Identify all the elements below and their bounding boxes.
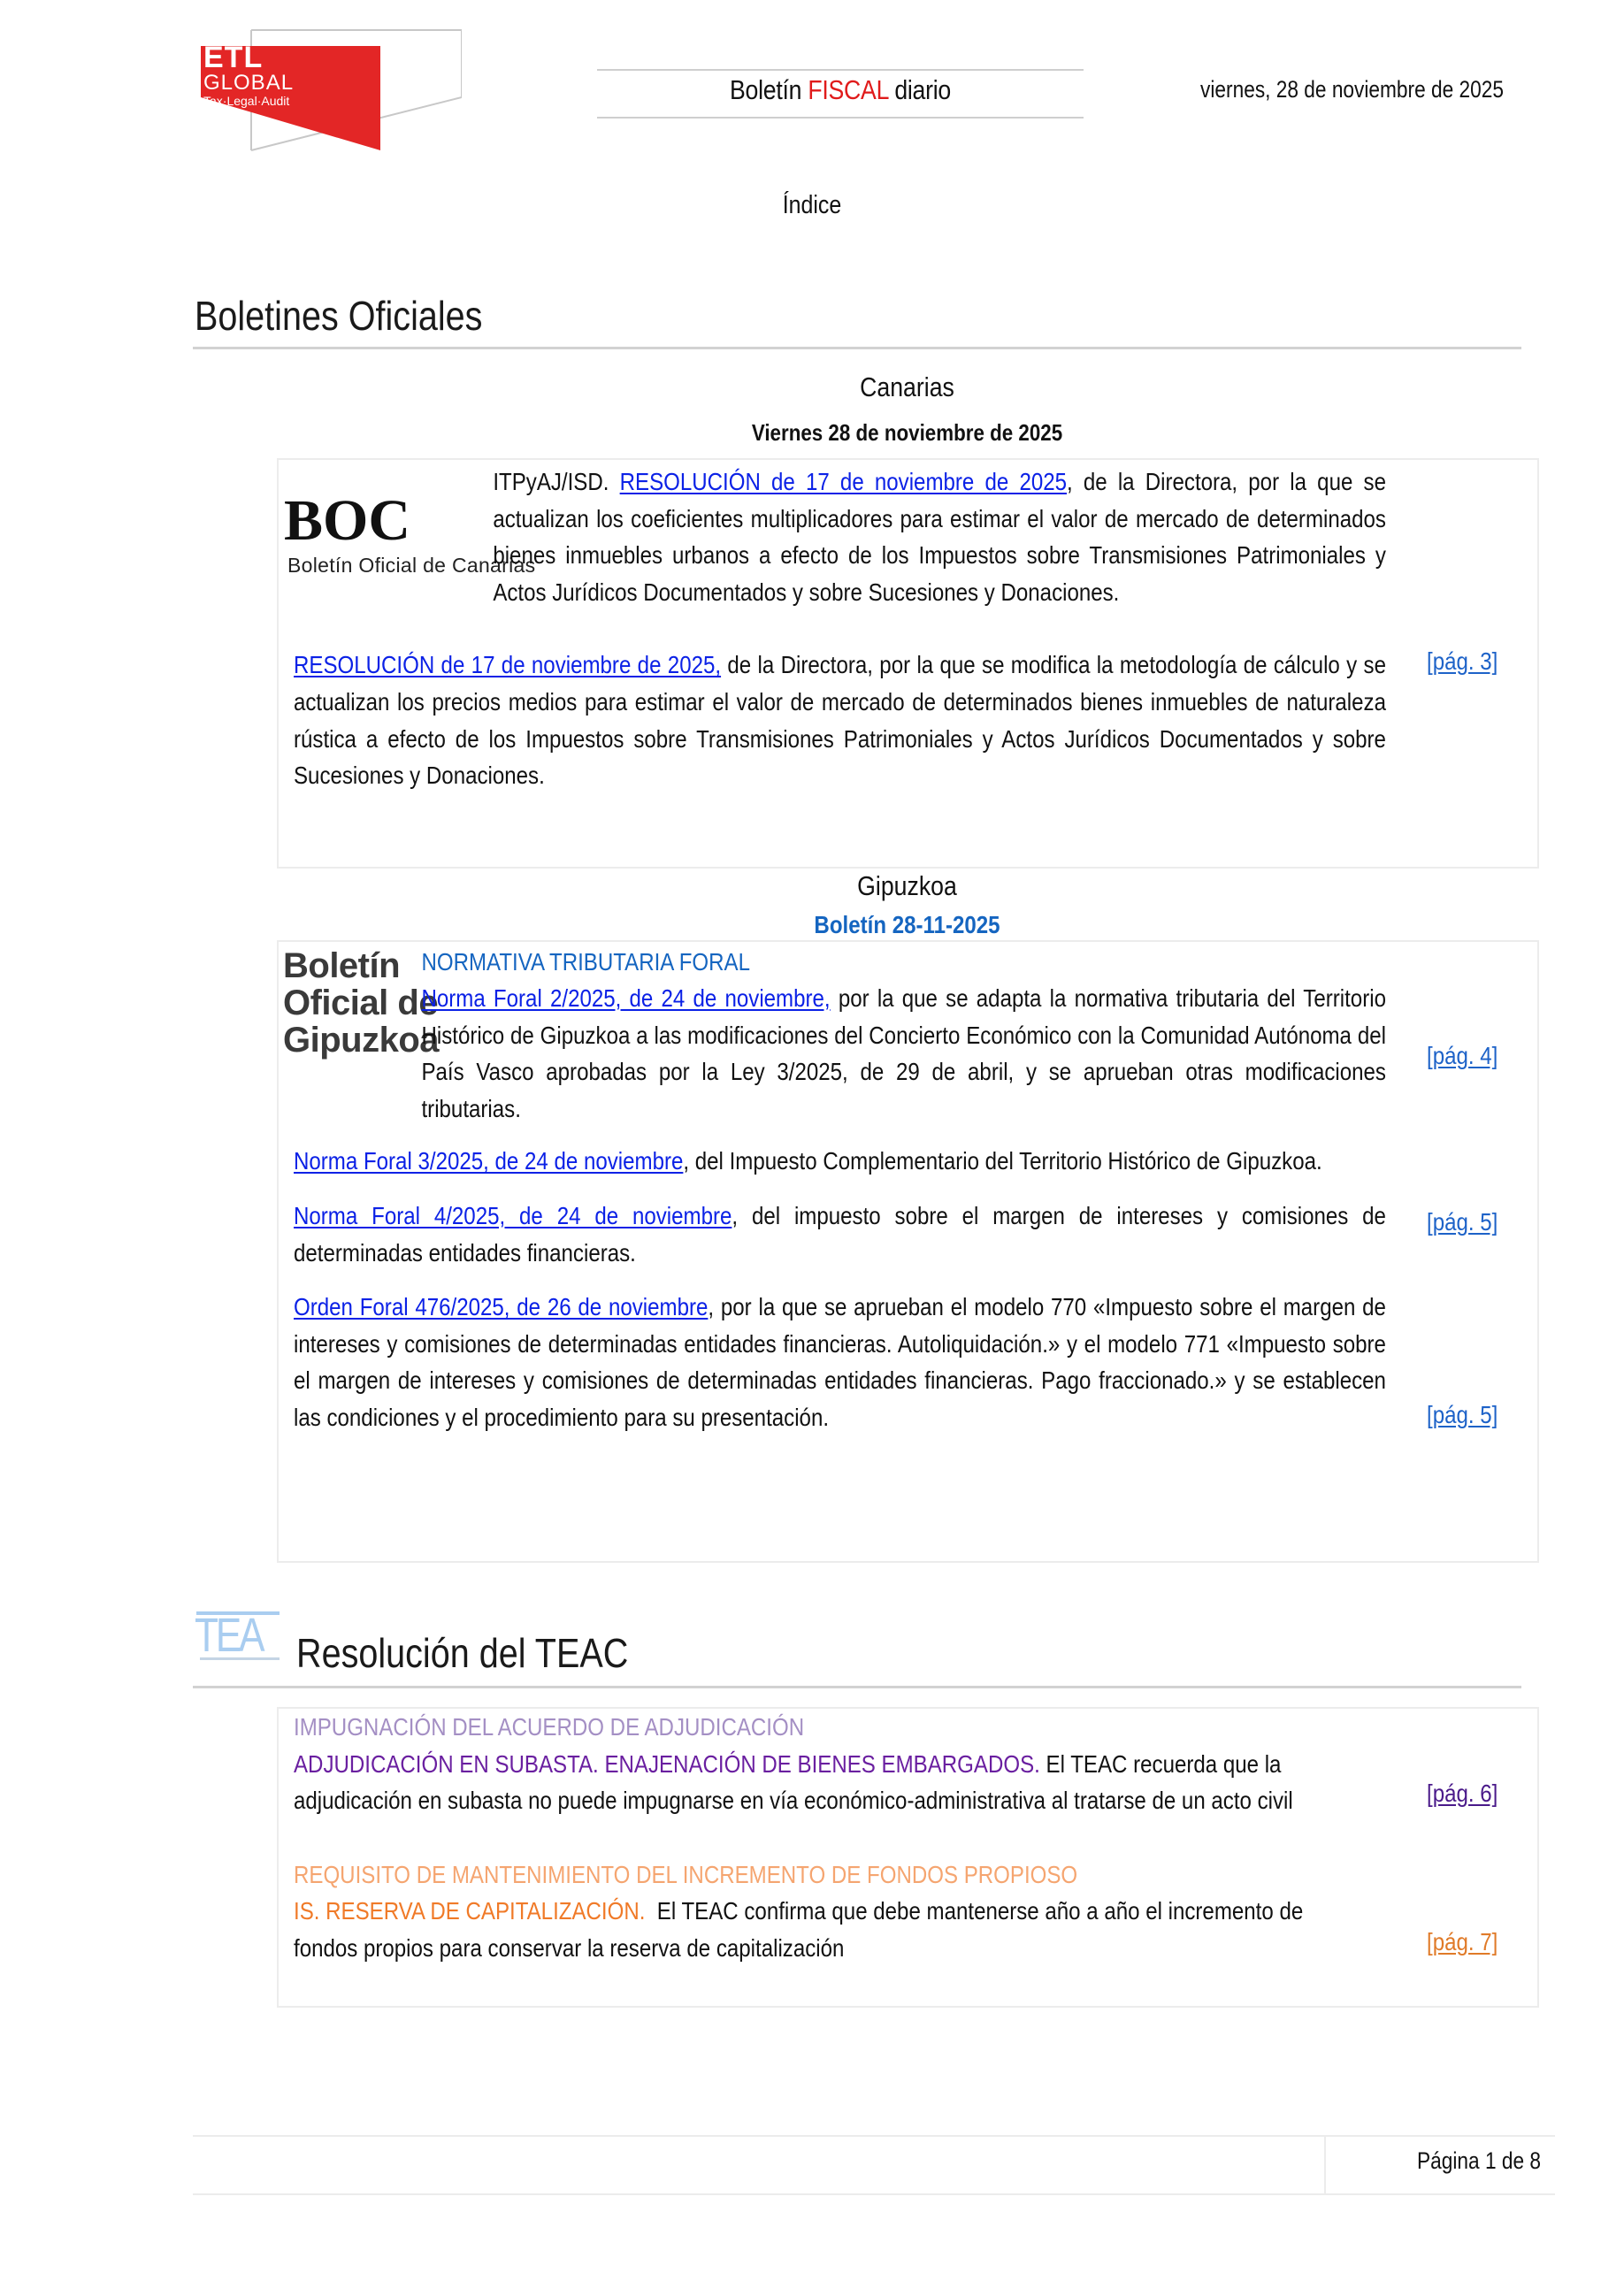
logo-tagline: Tax·Legal·Audit [203,94,290,108]
orden-foral-476-link[interactable]: Orden Foral 476/2025, de 26 de noviembre [294,1293,709,1321]
entry-text: de la Directora, por la que se modifica la metodología de cálculo y se actualizan los precios medios para estimar el valor de mercado de determinados bienes inmuebles de naturaleza rústica a efecto de los Impuestos sobre Transmisiones Patrimoniales y Actos Jurídicos Documentados y sobre Sucesiones y Donaciones. [294,651,1386,790]
bulletin-title [632,74,1050,106]
bog-logo-line: Oficial de [283,983,439,1022]
boc-logo-text: BOC [284,488,411,553]
gipuzkoa-entry-2 [294,1143,1386,1180]
section-divider [193,347,1521,349]
header-date: viernes, 28 de noviembre de 2025 [1200,76,1504,103]
section-heading-teac: Resolución del TEAC [296,1630,629,1676]
title-part-1: Boletín [730,74,808,105]
gipuzkoa-entry-1 [294,942,1386,1127]
footer-divider [1324,2135,1326,2193]
page-ref-link[interactable]: [pág. 5] [1427,1208,1498,1236]
bog-logo-line: Boletín [283,946,401,985]
page-ref-link[interactable]: [pág. 6] [1427,1779,1498,1807]
teac-item-1 [294,1709,1313,1819]
region-canarias: Canarias [860,371,954,402]
index-title: Índice [782,191,842,219]
teac-entry-box [277,1707,1539,2008]
section-heading-boletines: Boletines Oficiales [195,293,483,339]
entry-text: , del impuesto sobre el margen de intereses y comisiones de determinadas entidades financieras. [294,1201,1386,1267]
teac-item-category: REQUISITO DE MANTENIMIENTO DEL INCREMENTO DE FONDOS PROPIOSO [294,1860,1078,1888]
norma-foral-4-link[interactable]: Norma Foral 4/2025, de 24 de noviembre [294,1201,732,1229]
tea-logo-text: TEA [195,1609,263,1662]
canarias-entry-2 [294,647,1386,793]
teac-item-category: IMPUGNACIÓN DEL ACUERDO DE ADJUDICACIÓN [294,1713,805,1741]
canarias-entry-box [277,458,1539,869]
resolucion-link-1[interactable]: RESOLUCIÓN de 17 de noviembre de 2025 [619,468,1068,495]
logo-global-text: GLOBAL [203,71,295,95]
entry-text: , del Impuesto Complementario del Territorio Histórico de Gipuzkoa. [683,1147,1322,1175]
gipuzkoa-text-block [294,942,1386,1436]
teac-item-title: IS. RESERVA DE CAPITALIZACIÓN. [294,1897,646,1925]
category-normativa: NORMATIVA TRIBUTARIA FORAL [421,948,750,976]
gipuzkoa-date: Boletín 28-11-2025 [814,911,1000,938]
teac-item-2 [294,1856,1313,1967]
resolucion-link-2[interactable]: RESOLUCIÓN de 17 de noviembre de 2025, [294,651,722,679]
norma-foral-3-link[interactable]: Norma Foral 3/2025, de 24 de noviembre [294,1147,684,1175]
bog-logo-line: Gipuzkoa [283,1021,440,1060]
page-number: Página 1 de 8 [1417,2147,1541,2174]
region-gipuzkoa: Gipuzkoa [857,870,957,901]
entry-text: por la que se adapta la normativa tributaria del Territorio Histórico de Gipuzkoa a las modificaciones del Concierto Económico con la Comunidad Autónoma del País Vasco aprobadas por la Ley 3/2025, de 29 de abril, y se aprueban otras modificaciones tributarias. [421,984,1386,1122]
tea-logo [193,1608,281,1666]
entry-text: , por la que se aprueban el modelo 770 «Impuesto sobre el margen de intereses y comisiones de determinadas entidades financieras. Autoliquidación.» y el modelo 771 «Impuesto sobre el margen de intereses y comisiones de determinadas entidades financieras. Pago fraccionado.» y se establecen las condiciones y el procedimiento para su presentación. [294,1293,1386,1431]
page-ref-link[interactable]: [pág. 4] [1427,1042,1498,1069]
canarias-entry-1 [294,460,1386,610]
section-divider [193,1686,1521,1688]
logo-etl-text: ETL [203,41,264,74]
page-ref-link[interactable]: [pág. 3] [1427,647,1498,675]
gipuzkoa-entry-box [277,940,1539,1563]
title-part-2: diario [888,74,951,105]
entry-text: , de la Directora, por la que se actualizan los coeficientes multiplicadores para estimar el valor de mercado de determinados bienes inmuebles urbanos a efecto de los Impuestos sobre Transmisiones Patrimoniales y Actos Jurídicos Documentados y sobre Sucesiones y Donaciones. [493,468,1386,606]
gipuzkoa-entry-4 [294,1289,1386,1435]
canarias-date: Viernes 28 de noviembre de 2025 [751,419,1063,446]
teac-item-text: El TEAC recuerda que la adjudicación en subasta no puede impugnarse en vía económico-administrativa al tratarse de un acto civil [294,1749,1293,1815]
gipuzkoa-entry-3 [294,1198,1386,1271]
title-highlight: FISCAL [808,74,889,105]
page-ref-link[interactable]: [pág. 7] [1427,1928,1498,1955]
teac-text-block [294,1709,1313,1967]
canarias-text-block [294,460,1386,794]
boc-logo-subtitle: Boletín Oficial de Canarias [287,554,536,577]
teac-item-title: ADJUDICACIÓN EN SUBASTA. ENAJENACIÓN DE BIENES EMBARGADOS. [294,1749,1040,1778]
norma-foral-2-link[interactable]: Norma Foral 2/2025, de 24 de noviembre, [421,984,831,1012]
page-footer [193,2135,1555,2195]
teac-item-text: El TEAC confirma que debe mantenerse año a año el incremento de fondos propios para conservar la reserva de capitalización [294,1897,1309,1962]
entry-prefix: ITPyAJ/ISD. [493,468,620,495]
etl-global-logo [196,28,462,152]
page-ref-link[interactable]: [pág. 5] [1427,1401,1498,1428]
